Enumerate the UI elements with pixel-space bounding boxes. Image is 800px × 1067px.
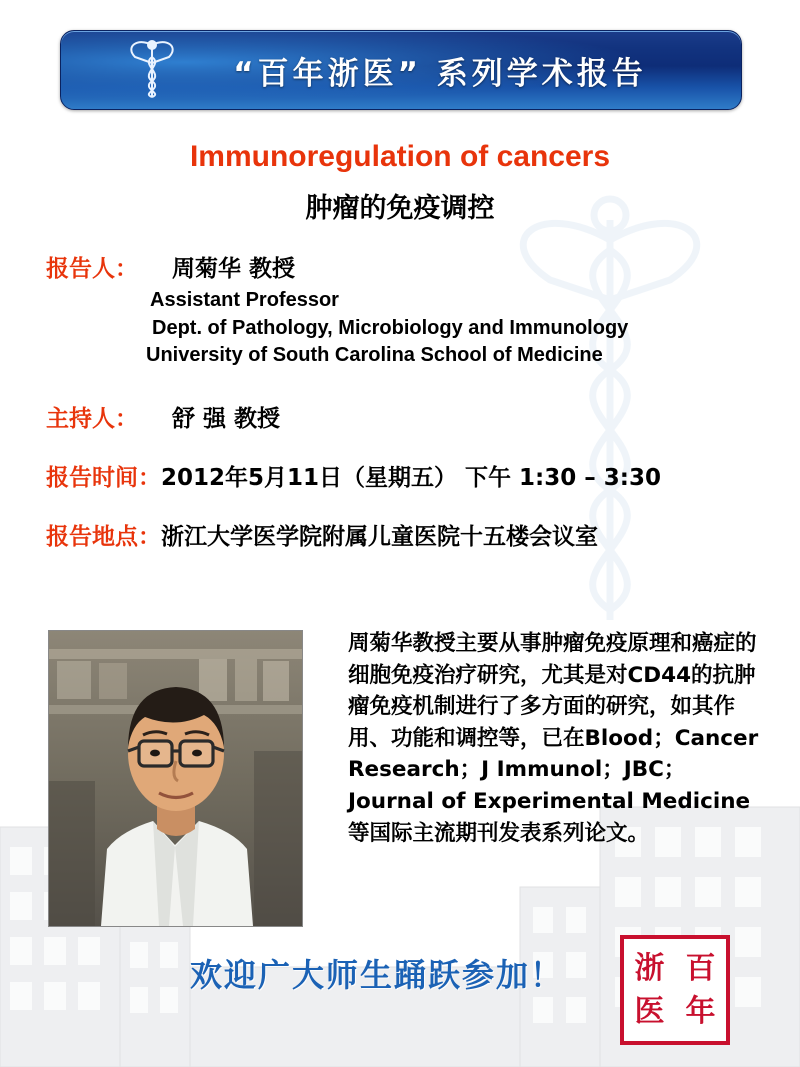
affiliation-line-3: University of South Carolina School of Medicine	[146, 344, 603, 367]
anniversary-seal	[620, 935, 730, 1045]
event-info	[46, 250, 776, 551]
caduceus-emblem-icon	[119, 39, 185, 101]
seal-char-3: 医	[634, 994, 665, 1029]
speaker-name: 周菊华 教授	[172, 256, 296, 282]
time-row	[46, 459, 776, 492]
speaker-photo	[48, 630, 303, 927]
speaker-affiliation	[146, 287, 776, 370]
place-row	[46, 518, 776, 551]
speaker-bio: 周菊华教授主要从事肿瘤免疫原理和癌症的细胞免疫治疗研究，尤其是对CD44的抗肿瘤免疫机制进行了多方面的研究，如其作用、功能和调控等，已在Blood；Cancer Research；J Immunol；JBC；Journal of Experimental Medicine等国际主流期刊发表系列论文。	[348, 631, 766, 846]
affiliation-line-2: Dept. of Pathology, Microbiology and Immunology	[152, 316, 629, 339]
speaker-portrait-image	[49, 631, 302, 926]
seal-char-2: 百	[685, 950, 716, 986]
speaker-row	[46, 250, 776, 283]
page-title-english: Immunoregulation of cancers	[189, 140, 611, 173]
host-row	[46, 400, 776, 433]
speaker-label: 报告人：	[46, 256, 138, 282]
host-name: 舒 强 教授	[172, 405, 281, 432]
banner-title: “百年浙医” 系列学术报告	[233, 55, 647, 92]
time-label: 报告时间：	[46, 464, 161, 491]
welcome-message: 欢迎广大师生踊跃参加！	[190, 956, 565, 994]
page-title-chinese: 肿瘤的免疫调控	[305, 193, 495, 224]
host-label: 主持人：	[46, 405, 138, 432]
place-label: 报告地点：	[46, 523, 161, 550]
seal-char-1: 浙	[634, 950, 665, 986]
place-value: 浙江大学医学院附属儿童医院十五楼会议室	[161, 523, 598, 550]
seal-char-4: 年	[685, 994, 716, 1029]
time-value: 2012年5月11日（星期五） 下午 1:30 – 3:30	[161, 464, 661, 491]
header-banner	[60, 30, 742, 110]
affiliation-line-1: Assistant Professor	[150, 289, 339, 311]
